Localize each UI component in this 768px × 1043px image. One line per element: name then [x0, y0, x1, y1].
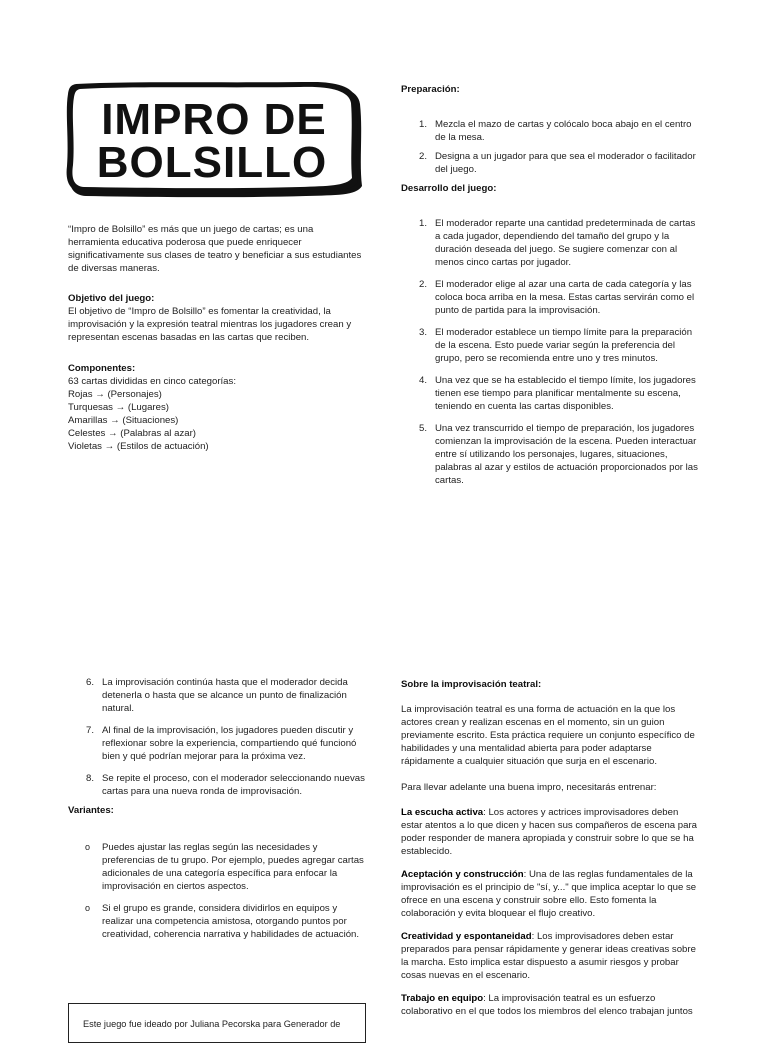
list-item — [401, 326, 701, 365]
sobre-heading: Sobre la improvisación teatral: — [401, 679, 542, 690]
logo-line1: IMPRO DE — [101, 95, 327, 144]
list-number: 1. — [419, 119, 428, 130]
variantes-heading: Variantes: — [68, 805, 114, 816]
list-item — [401, 118, 701, 144]
desarrollo-list — [401, 217, 701, 487]
sobre-lead: Para llevar adelante una buena impro, necesitarás entrenar: — [401, 782, 657, 793]
objetivo-heading: Objetivo del juego: — [68, 293, 155, 304]
right-column-bottom — [401, 678, 701, 1018]
skill-title: La escucha activa — [401, 807, 484, 818]
componentes-line: Amarillas → (Situaciones) — [68, 415, 179, 426]
skill-text: : Los actores y actrices improvisadores deben estar atentos a lo que dicen y hacen sus compañeros de escena para poder responder de manera apropiada y construir sobre lo que se ha establecido. — [401, 807, 697, 857]
skill-text: : La improvisación teatral es un esfuerzo colaborativo en el que todos los miembros del elenco trabajan juntos — [401, 993, 693, 1017]
skill-paragraph — [401, 930, 701, 982]
skill-paragraph — [401, 868, 701, 920]
list-text: Designa a un jugador para que sea el moderador o facilitador del juego. — [435, 151, 696, 175]
list-number: 2. — [419, 151, 428, 162]
bullet-icon: o — [85, 903, 91, 913]
skill-text: : Los improvisadores deben estar preparados para pensar rápidamente y generar ideas creativas sobre la marcha. Esto implica estar dispuesto a asumir riesgos y probar cosas nuevas en el escenario. — [401, 931, 696, 981]
list-text: Al final de la improvisación, los jugadores pueden discutir y reflexionar sobre la experiencia, compartiendo qué funcionó bien y qué podrían mejorar para la próxima vez. — [102, 725, 357, 762]
list-number: 5. — [419, 423, 428, 434]
list-number: 8. — [86, 773, 95, 784]
list-item — [401, 150, 701, 176]
impro-de-bolsillo-logo — [66, 82, 366, 200]
skill-title: Aceptación y construcción — [401, 869, 524, 880]
desarrollo-heading: Desarrollo del juego: — [401, 183, 497, 194]
sobre-intro: La improvisación teatral es una forma de actuación en la que los actores crean y realizan escenas en el momento, sin un guion previamente escrito. Esta práctica requiere un conjunto específico de habilidades y una mentalidad abierta para poder adaptarse rápidamente a cualquier situación que surja en el escenario. — [401, 704, 695, 767]
list-item — [68, 902, 368, 941]
left-column-bottom — [68, 676, 368, 950]
componentes-line: Celestes → (Palabras al azar) — [68, 428, 196, 439]
list-item — [68, 724, 368, 763]
list-item — [401, 278, 701, 317]
list-number: 3. — [419, 327, 428, 338]
list-number: 2. — [419, 279, 428, 290]
logo-line2: BOLSILLO — [96, 138, 328, 187]
desarrollo-list-continued — [68, 676, 368, 798]
list-item — [401, 217, 701, 269]
preparacion-list — [401, 118, 701, 176]
list-text: Una vez que se ha establecido el tiempo límite, los jugadores tienen ese tiempo para planificar mentalmente su escena, teniendo en cuenta las cartas disponibles. — [435, 375, 696, 412]
componentes-line: Rojas → (Personajes) — [68, 389, 162, 400]
list-text: Si el grupo es grande, considera dividirlos en equipos y realizar una competencia amistosa, otorgando puntos por creatividad, coherencia narrativa y habilidades de actuación. — [102, 903, 360, 940]
componentes-heading: Componentes: — [68, 363, 136, 374]
list-text: El moderador elige al azar una carta de cada categoría y las coloca boca arriba en la mesa. Estas cartas servirán como el punto de partida para la improvisación. — [435, 279, 695, 316]
credit-box — [68, 1003, 366, 1043]
list-number: 4. — [419, 375, 428, 386]
list-text: Puedes ajustar las reglas según las necesidades y preferencias de tu grupo. Por ejemplo, puedes agregar cartas adicionales de una categoría específica para enfocar la improvisación en ciertos aspectos. — [102, 842, 364, 892]
list-number: 1. — [419, 218, 428, 229]
componentes-list — [68, 375, 364, 453]
skill-paragraph — [401, 992, 701, 1018]
list-item — [68, 841, 368, 893]
componentes-line: 63 cartas divididas en cinco categorías: — [68, 376, 236, 387]
list-item — [401, 374, 701, 413]
skill-paragraph — [401, 806, 701, 858]
left-column-top — [68, 223, 364, 453]
list-number: 7. — [86, 725, 95, 736]
skill-title: Creatividad y espontaneidad — [401, 931, 532, 942]
list-text: El moderador reparte una cantidad predeterminada de cartas a cada jugador, dependiendo del tamaño del grupo y la duración deseada del juego. Se sugiere comenzar con al menos cinco cartas por jugador. — [435, 218, 696, 268]
list-item — [401, 422, 701, 487]
variantes-list — [68, 841, 368, 941]
intro-paragraph: “Impro de Bolsillo” es más que un juego de cartas; es una herramienta educativa poderosa que puede enriquecer significativamente sus clases de teatro y beneficiar a sus estudiantes de diversas maneras. — [68, 224, 362, 274]
skill-text: : Una de las reglas fundamentales de la improvisación es el principio de "sí, y..." que implica aceptar lo que se ofrece en una escena y construir sobre ello. Esto fomenta la colaboración y evita bloquear el flujo creativo. — [401, 869, 697, 919]
credit-text: Este juego fue ideado por Juliana Pecorska para Generador de — [83, 1019, 341, 1029]
componentes-line: Turquesas → (Lugares) — [68, 402, 169, 413]
list-text: El moderador establece un tiempo límite para la preparación de la escena. Esto puede variar según la preferencia del grupo, pero se recomienda entre uno y tres minutos. — [435, 327, 693, 364]
list-number: 6. — [86, 677, 95, 688]
list-item — [68, 676, 368, 715]
componentes-line: Violetas → (Estilos de actuación) — [68, 441, 209, 452]
list-item — [68, 772, 368, 798]
bullet-icon: o — [85, 842, 91, 852]
preparacion-heading: Preparación: — [401, 84, 460, 95]
list-text: Una vez transcurrido el tiempo de preparación, los jugadores comienzan la improvisación de la escena. Pueden interactuar entre sí utilizando los personajes, lugares, situaciones, palabras al azar y estilos de actuación proporcionados por las cartas. — [435, 423, 698, 486]
right-column-top — [401, 83, 701, 493]
list-text: Mezcla el mazo de cartas y colócalo boca abajo en el centro de la mesa. — [435, 119, 692, 143]
list-text: La improvisación continúa hasta que el moderador decida detenerla o hasta que se alcance un punto de finalización natural. — [102, 677, 348, 714]
list-text: Se repite el proceso, con el moderador seleccionando nuevas cartas para una nueva ronda de improvisación. — [102, 773, 365, 797]
skill-title: Trabajo en equipo — [401, 993, 484, 1004]
objetivo-text: El objetivo de “Impro de Bolsillo” es fomentar la creatividad, la improvisación y la expresión teatral mientras los jugadores crean y representan escenas basadas en las cartas que reciben. — [68, 306, 352, 343]
